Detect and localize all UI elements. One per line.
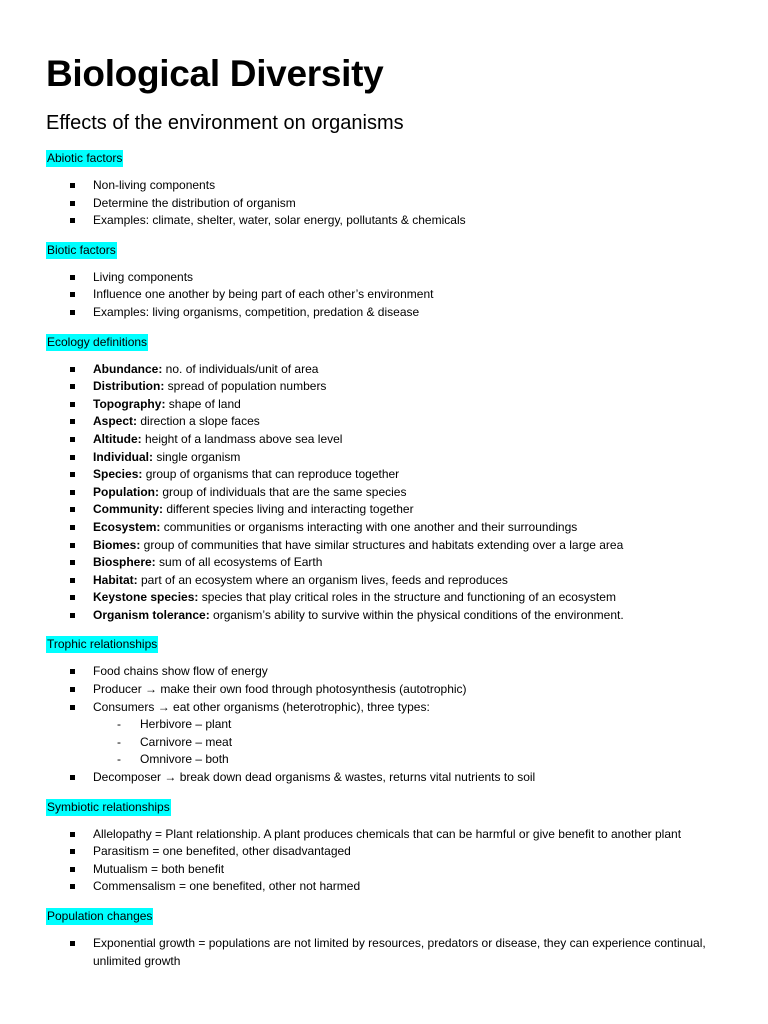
list-item-text: species that play critical roles in the structure and functioning of an ecosystem	[198, 590, 616, 605]
list-item-text: Mutualism = both benefit	[93, 861, 225, 876]
sections-container	[46, 144, 728, 976]
definition-term: Species:	[93, 467, 143, 482]
definition-term: Biomes:	[93, 537, 141, 552]
list-item	[46, 212, 728, 230]
sub-list-item: - Herbivore – plant	[93, 716, 728, 734]
bullet-list	[46, 663, 728, 786]
list-item	[46, 769, 728, 787]
list-item	[46, 286, 728, 304]
list-item	[46, 537, 728, 555]
section-heading: Symbiotic relationships	[47, 799, 170, 814]
list-item-text: communities or organisms interacting with one another and their surroundings	[160, 519, 578, 534]
list-item-text: Decomposer → break down dead organisms & wastes, returns vital nutrients to soil	[93, 770, 536, 785]
bullet-list	[46, 826, 728, 896]
list-item	[46, 484, 728, 502]
section	[46, 793, 728, 902]
list-item-text: group of individuals that are the same species	[159, 484, 407, 499]
list-item	[46, 572, 728, 590]
definition-term: Habitat:	[93, 572, 138, 587]
definition-term: Aspect:	[93, 414, 138, 429]
section	[46, 328, 728, 631]
definition-term: Individual:	[93, 449, 153, 464]
list-item-text: organism’s ability to survive within the physical conditions of the environment.	[209, 607, 624, 622]
definition-term: Community:	[93, 502, 163, 517]
definition-term: Keystone species:	[93, 590, 199, 605]
list-item-text: Examples: climate, shelter, water, solar energy, pollutants & chemicals	[93, 213, 466, 228]
list-item-text: Influence one another by being part of each other’s environment	[93, 287, 434, 302]
list-item	[46, 878, 728, 896]
list-item	[46, 449, 728, 467]
page-subtitle: Effects of the environment on organisms	[46, 112, 404, 134]
bullet-list	[46, 177, 728, 230]
sub-list	[93, 716, 728, 769]
list-item	[46, 554, 728, 572]
list-item	[46, 413, 728, 431]
list-item	[46, 663, 728, 681]
list-item	[46, 177, 728, 195]
bullet-list	[46, 935, 728, 970]
list-item	[46, 431, 728, 449]
list-item	[46, 861, 728, 879]
section	[46, 236, 728, 328]
section-heading: Biotic factors	[47, 242, 116, 257]
list-item-text: sum of all ecosystems of Earth	[155, 555, 323, 570]
list-item	[46, 304, 728, 322]
bullet-list	[46, 361, 728, 625]
list-item-text: Exponential growth = populations are not limited by resources, predators or disease, they can experience continual, unlimited growth	[93, 936, 706, 968]
list-item	[46, 361, 728, 379]
list-item-text: Producer → make their own food through photosynthesis (autotrophic)	[93, 682, 467, 697]
page-title: Biological Diversity	[46, 53, 384, 94]
list-item-text: single organism	[153, 449, 241, 464]
definition-term: Organism tolerance:	[93, 607, 210, 622]
list-item-text: Commensalism = one benefited, other not harmed	[93, 879, 361, 894]
bullet-list	[46, 269, 728, 322]
sub-list-item: - Carnivore – meat	[93, 734, 728, 752]
list-item	[46, 699, 728, 769]
list-item	[46, 519, 728, 537]
section-heading: Trophic relationships	[47, 637, 158, 652]
section-heading: Population changes	[47, 909, 153, 923]
list-item-text: Living components	[93, 269, 194, 284]
definition-term: Distribution:	[93, 379, 165, 394]
sub-list-item: - Omnivore – both	[93, 751, 728, 769]
list-item	[46, 843, 728, 861]
list-item-text: Consumers → eat other organisms (heterotrophic), three types:	[93, 699, 430, 714]
list-item-text: different species living and interacting together	[163, 502, 414, 517]
section-heading: Ecology definitions	[47, 334, 148, 349]
list-item-text: group of organisms that can reproduce together	[142, 467, 400, 482]
list-item-text: Determine the distribution of organism	[93, 195, 296, 210]
section-heading: Abiotic factors	[47, 151, 123, 165]
section	[46, 144, 728, 236]
list-item-text: direction a slope faces	[137, 414, 260, 429]
list-item	[46, 195, 728, 213]
list-item-text: Non-living components	[93, 178, 216, 192]
list-item-text: shape of land	[165, 396, 241, 411]
list-item-text: no. of individuals/unit of area	[162, 361, 319, 376]
list-item	[46, 681, 728, 699]
definition-term: Abundance:	[93, 361, 163, 376]
section	[46, 630, 728, 792]
list-item	[46, 396, 728, 414]
list-item	[46, 466, 728, 484]
definition-term: Population:	[93, 484, 159, 499]
section-spacer	[46, 970, 728, 976]
definition-term: Topography:	[93, 396, 166, 411]
list-item-text: Parasitism = one benefited, other disadvantaged	[93, 844, 351, 859]
section	[46, 902, 728, 976]
list-item-text: height of a landmass above sea level	[141, 431, 343, 446]
list-item	[46, 269, 728, 287]
list-item	[46, 501, 728, 519]
list-item	[46, 378, 728, 396]
definition-term: Altitude:	[93, 431, 142, 446]
list-item-text: group of communities that have similar structures and habitats extending over a large area	[140, 537, 624, 552]
list-item-text: Food chains show flow of energy	[93, 664, 268, 679]
list-item-text: Allelopathy = Plant relationship. A plant produces chemicals that can be harmful or give benefit to another plant	[93, 826, 682, 841]
list-item-text: part of an ecosystem where an organism lives, feeds and reproduces	[137, 572, 508, 587]
definition-term: Biosphere:	[93, 555, 156, 570]
list-item-text: spread of population numbers	[164, 379, 327, 394]
list-item	[46, 589, 728, 607]
list-item	[46, 935, 728, 970]
list-item	[46, 826, 728, 844]
list-item	[46, 607, 728, 625]
list-item-text: Examples: living organisms, competition, predation & disease	[93, 304, 420, 319]
definition-term: Ecosystem:	[93, 519, 161, 534]
